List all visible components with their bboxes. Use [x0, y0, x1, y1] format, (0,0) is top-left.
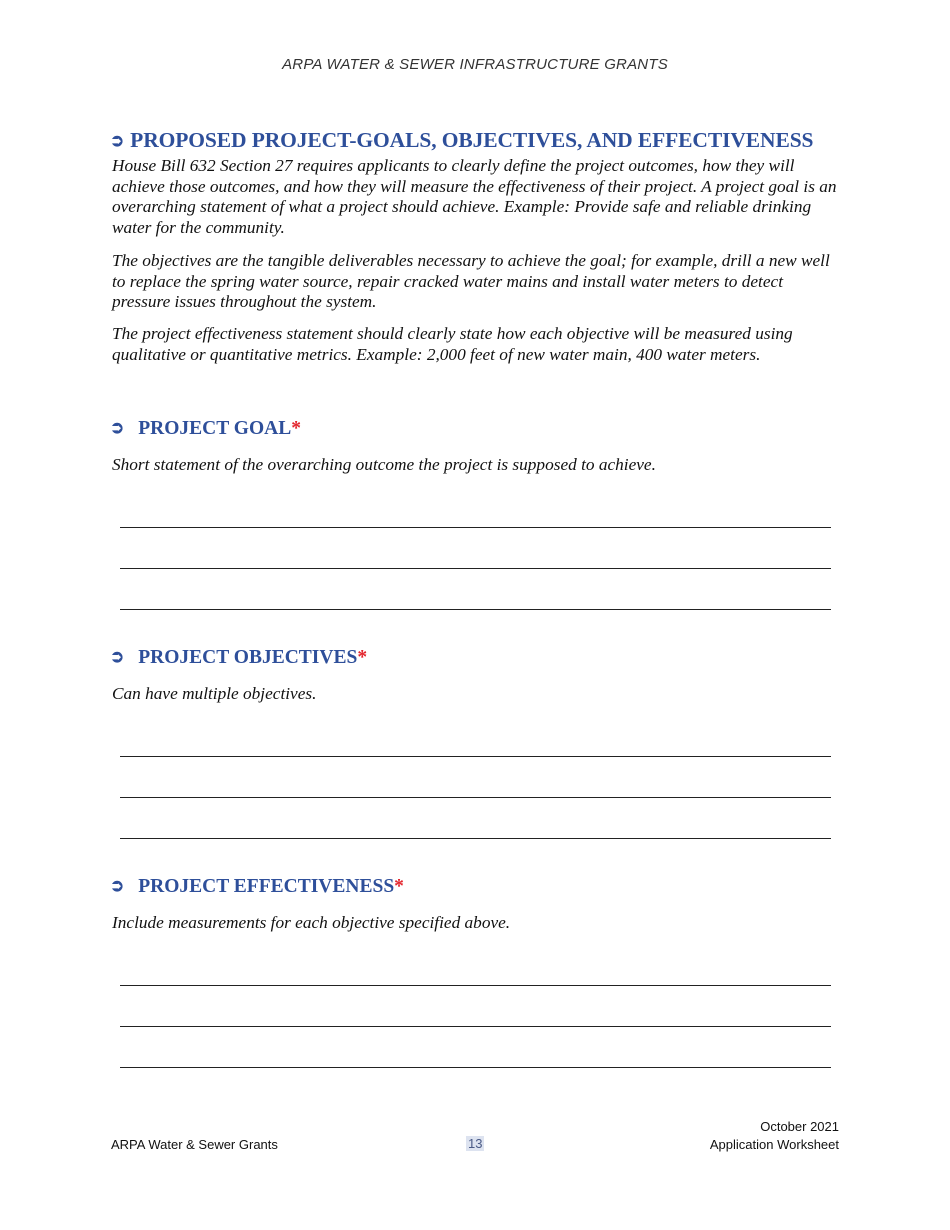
section-title: PROJECT GOAL [138, 418, 292, 439]
section-title: PROJECT EFFECTIVENESS [138, 876, 395, 897]
project-effectiveness-heading [110, 876, 404, 898]
footer-right: Application Worksheet [709, 1137, 839, 1152]
intro-paragraph-objectives: The objectives are the tangible deliverables necessary to achieve the goal; for example, drill a new well to replace the spring water source, repair cracked water mains and install water meters to detect pressure issues throughout the system. [112, 251, 830, 312]
answer-line-goal-3[interactable] [120, 609, 831, 610]
answer-line-effectiveness-1[interactable] [120, 985, 831, 986]
project-effectiveness-hint: Include measurements for each objective specified above. [112, 913, 511, 932]
project-objectives-hint: Can have multiple objectives. [112, 684, 317, 703]
project-goal-heading [110, 418, 301, 440]
answer-line-effectiveness-3[interactable] [120, 1067, 831, 1068]
project-objectives-heading [110, 647, 367, 669]
page-header: ARPA WATER & SEWER INFRASTRUCTURE GRANTS [282, 56, 668, 73]
right-arrow-icon: ➲ [110, 876, 125, 895]
main-section-title: PROPOSED PROJECT-GOALS, OBJECTIVES, AND EFFECTIVENESS [130, 128, 814, 152]
page-number: 13 [468, 1136, 483, 1151]
footer-date: October 2021 [760, 1119, 839, 1134]
required-asterisk: * [357, 647, 368, 668]
answer-line-objectives-3[interactable] [120, 838, 831, 839]
answer-line-effectiveness-2[interactable] [120, 1026, 831, 1027]
footer-left: ARPA Water & Sewer Grants [111, 1137, 278, 1152]
project-goal-hint: Short statement of the overarching outcome the project is supposed to achieve. [112, 455, 656, 474]
answer-line-objectives-2[interactable] [120, 797, 831, 798]
answer-line-goal-2[interactable] [120, 568, 831, 569]
answer-line-objectives-1[interactable] [120, 756, 831, 757]
required-asterisk: * [291, 418, 301, 439]
main-section-heading [110, 128, 850, 153]
right-arrow-icon: ➲ [110, 418, 125, 437]
required-asterisk: * [394, 876, 404, 897]
intro-paragraph-goal: House Bill 632 Section 27 requires applicants to clearly define the project outcomes, how they will achieve those outcomes, and how they will measure the effectiveness of their project. A project goal is an overarching statement of what a project should achieve. Example: Provide safe and reliable drinking water for the community. [112, 156, 837, 237]
answer-line-goal-1[interactable] [120, 527, 831, 528]
right-arrow-icon: ➲ [110, 647, 125, 666]
intro-paragraph-effectiveness: The project effectiveness statement should clearly state how each objective will be measured using qualitative or quantitative metrics. Example: 2,000 feet of new water main, 400 water meters. [112, 324, 793, 364]
right-arrow-icon: ➲ [110, 131, 125, 150]
section-title: PROJECT OBJECTIVES [138, 647, 358, 668]
